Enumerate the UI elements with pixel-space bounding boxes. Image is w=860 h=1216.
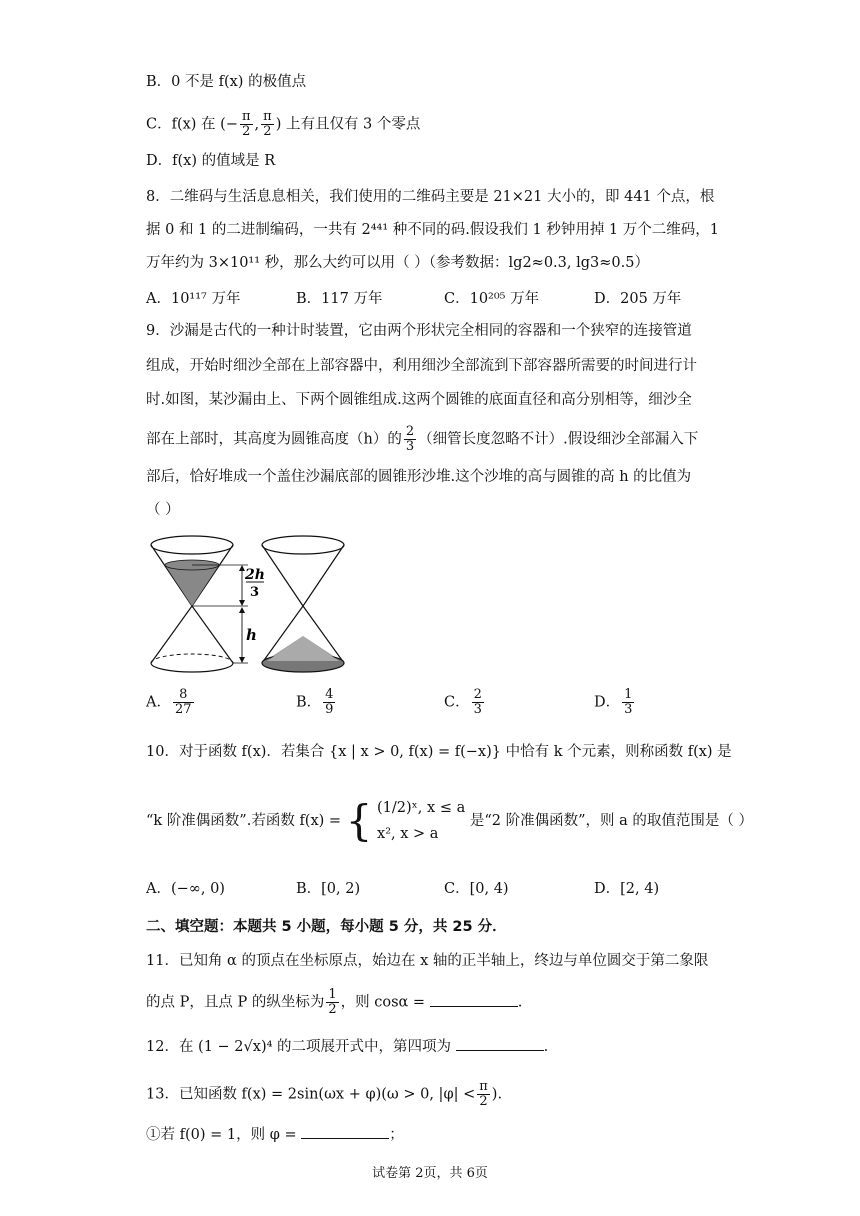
q10-line-1: 10．对于函数 f(x)．若集合 {x | x > 0, f(x) = f(−x)} 中恰有 k 个元素，则称函数 f(x) 是	[146, 744, 732, 760]
label-h: h	[246, 626, 257, 644]
q10-option-b: B．[0, 2)	[296, 881, 361, 897]
q7-option-c-post: ) 上有且仅有 3 个零点	[275, 116, 421, 133]
q9-line-6: （ ）	[146, 502, 180, 518]
q11-line-1: 11．已知角 α 的顶点在坐标原点，始边在 x 轴的正半轴上，终边与单位圆交于第二象限	[146, 953, 709, 969]
q12-text: 12．在 (1 − 2√x)⁴ 的二项展开式中，第四项为	[146, 1039, 452, 1055]
fraction: $\frac{\pi}{2}$	[241, 109, 251, 139]
q7-option-d: D．f(x) 的值域是 R	[146, 153, 276, 169]
q13-line-1-post: ).	[491, 1086, 503, 1103]
q8-line-1: 8．二维码与生活息息相关，我们使用的二维码主要是 21×21 大小的，即 441 个点，根	[146, 189, 715, 205]
fraction: $\frac{2}{3}$	[405, 424, 415, 454]
answer-blank[interactable]	[430, 992, 518, 1007]
q8-option-a: A．10¹¹⁷ 万年	[146, 291, 241, 307]
q10-option-d: D．[2, 4)	[594, 881, 660, 897]
q9-option-a: A． $\frac{8}{27}$	[146, 687, 192, 717]
section-heading: 二、填空题：本题共 5 小题，每小题 5 分，共 25 分．	[146, 919, 507, 935]
q8-option-d: D．205 万年	[594, 291, 682, 307]
q7-option-c: C．f(x) 在 (− $\frac{\pi}{2}$ , $\frac{\pi}{2}$ ) 上有且仅有 3 个零点	[146, 109, 421, 139]
label-2h: 2h	[245, 567, 265, 583]
piecewise-brace: {	[345, 796, 373, 845]
q9-option-d: D． $\frac{1}{3}$	[594, 687, 633, 717]
q9-line-2: 组成，开始时细沙全部在上部容器中，利用细沙全部流到下部容器所需要的时间进行计	[146, 358, 697, 374]
q9-line-4-post: （细管长度忽略不计）.假设细沙全部漏入下	[418, 431, 699, 448]
q13-line-1	[146, 1080, 502, 1109]
q13-line-1-pre: 13．已知函数 f(x) = 2sin(ωx + φ)(ω > 0, |φ| <	[146, 1086, 476, 1103]
q9-line-4	[146, 425, 698, 454]
label-3: 3	[250, 585, 260, 600]
q9-line-1: 9．沙漏是古代的一种计时装置，它由两个形状完全相同的容器和一个狭窄的连接管道	[146, 323, 692, 339]
piecewise-cases	[377, 795, 465, 847]
q9-option-b: B． $\frac{4}{9}$	[296, 687, 334, 717]
q8-line-2: 据 0 和 1 的二进制编码，一共有 2⁴⁴¹ 种不同的码.假设我们 1 秒钟用掉 1 万个二维码，1	[146, 222, 719, 238]
q9-line-5: 部后，恰好堆成一个盖住沙漏底部的圆锥形沙堆.这个沙堆的高与圆锥的高 h 的比值为	[146, 469, 692, 485]
answer-blank[interactable]	[456, 1036, 544, 1051]
q7-option-b: B．0 不是 f(x) 的极值点	[146, 74, 307, 90]
q10-line-2-post: 是“2 阶准偶函数”，则 a 的取值范围是（ ）	[469, 813, 753, 829]
fraction: $\frac{\pi}{2}$	[479, 1079, 488, 1109]
q11-line-2-pre: 的点 P，且点 P 的纵坐标为	[146, 994, 325, 1011]
q10-option-a: A．(−∞, 0)	[146, 881, 225, 897]
q9-line-3: 时.如图，某沙漏由上、下两个圆锥组成.这两个圆锥的底面直径和高分别相等，细沙全	[146, 392, 692, 408]
q12-line: 12．在 (1 − 2√x)⁴ 的二项展开式中，第四项为 .	[146, 1036, 548, 1058]
q8-line-3: 万年约为 3×10¹¹ 秒，那么大约可以用（ ）（参考数据：lg2≈0.3, lg3≈0.5）	[146, 255, 649, 271]
fraction: $\frac{1}{2}$	[328, 987, 337, 1017]
q7-option-c-pre: C．f(x) 在 (−	[146, 116, 238, 133]
q13-sub-1-text: ①若 f(0) = 1，则 φ =	[146, 1127, 297, 1143]
q9-line-4-pre: 部在上部时，其高度为圆锥高度（h）的	[146, 431, 402, 448]
q11-line-2-post: ，则 cosα =	[340, 994, 426, 1011]
q8-option-b: B．117 万年	[296, 291, 383, 307]
q10-line-2-pre: “k 阶准偶函数”.若函数 f(x) =	[146, 813, 342, 829]
fraction: $\frac{\pi}{2}$	[263, 109, 272, 139]
q10-option-c: C．[0, 4)	[444, 881, 509, 897]
hourglass-figure	[146, 530, 356, 680]
q8-option-c: C．10²⁰⁵ 万年	[444, 291, 540, 307]
q11-line-2: 的点 P，且点 P 的纵坐标为 $\frac{1}{2}$ ，则 cosα = .	[146, 987, 523, 1017]
q9-option-c: C． $\frac{2}{3}$	[444, 687, 482, 717]
case-1: (1/2)ˣ, x ≤ a	[377, 800, 466, 816]
answer-blank[interactable]	[301, 1124, 389, 1139]
page-footer: 试卷第 2页，共 6页	[372, 1166, 488, 1181]
q13-sub-1: ①若 f(0) = 1，则 φ = ；	[146, 1124, 404, 1146]
q10-line-2	[146, 795, 753, 855]
case-2: x², x > a	[377, 826, 439, 842]
